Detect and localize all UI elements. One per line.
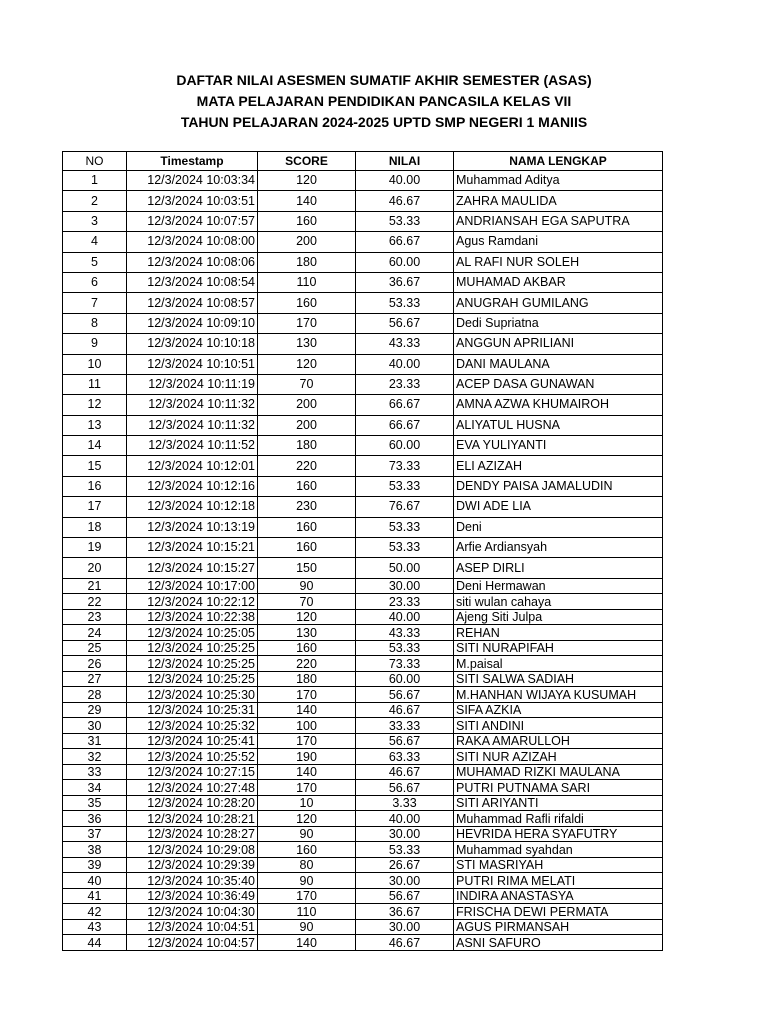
cell-no: 2 bbox=[63, 191, 127, 211]
table-row bbox=[63, 625, 663, 641]
cell-no: 14 bbox=[63, 436, 127, 456]
table-row bbox=[63, 171, 663, 191]
cell-score: 160 bbox=[258, 293, 356, 313]
cell-timestamp: 12/3/2024 10:09:10 bbox=[127, 313, 258, 333]
cell-nilai: 56.67 bbox=[356, 888, 454, 904]
cell-nama: INDIRA ANASTASYA bbox=[454, 888, 663, 904]
cell-no: 44 bbox=[63, 935, 127, 951]
column-header-timestamp: Timestamp bbox=[127, 152, 258, 171]
cell-nama: Muhammad Rafli rifaldi bbox=[454, 811, 663, 827]
cell-score: 150 bbox=[258, 558, 356, 578]
cell-nilai: 26.67 bbox=[356, 857, 454, 873]
cell-timestamp: 12/3/2024 10:10:18 bbox=[127, 334, 258, 354]
cell-nama: AMNA AZWA KHUMAIROH bbox=[454, 395, 663, 415]
cell-no: 35 bbox=[63, 795, 127, 811]
cell-no: 23 bbox=[63, 609, 127, 625]
table-row bbox=[63, 904, 663, 920]
cell-timestamp: 12/3/2024 10:27:15 bbox=[127, 764, 258, 780]
cell-no: 24 bbox=[63, 625, 127, 641]
cell-nilai: 66.67 bbox=[356, 415, 454, 435]
cell-timestamp: 12/3/2024 10:03:34 bbox=[127, 171, 258, 191]
cell-nilai: 56.67 bbox=[356, 733, 454, 749]
cell-nama: ASEP DIRLI bbox=[454, 558, 663, 578]
cell-nilai: 56.67 bbox=[356, 780, 454, 796]
cell-timestamp: 12/3/2024 10:36:49 bbox=[127, 888, 258, 904]
table-row bbox=[63, 334, 663, 354]
cell-timestamp: 12/3/2024 10:25:52 bbox=[127, 749, 258, 765]
cell-nilai: 43.33 bbox=[356, 625, 454, 641]
cell-nama: ELI AZIZAH bbox=[454, 456, 663, 476]
table-row bbox=[63, 476, 663, 496]
cell-timestamp: 12/3/2024 10:25:25 bbox=[127, 671, 258, 687]
table-row bbox=[63, 272, 663, 292]
cell-nilai: 53.33 bbox=[356, 538, 454, 558]
cell-nilai: 46.67 bbox=[356, 935, 454, 951]
cell-score: 120 bbox=[258, 354, 356, 374]
table-row bbox=[63, 594, 663, 610]
table-row bbox=[63, 749, 663, 765]
cell-score: 200 bbox=[258, 415, 356, 435]
cell-timestamp: 12/3/2024 10:29:08 bbox=[127, 842, 258, 858]
cell-nama: STI MASRIYAH bbox=[454, 857, 663, 873]
table-row bbox=[63, 888, 663, 904]
cell-nilai: 43.33 bbox=[356, 334, 454, 354]
cell-score: 180 bbox=[258, 436, 356, 456]
table-row bbox=[63, 517, 663, 537]
cell-no: 25 bbox=[63, 640, 127, 656]
cell-score: 120 bbox=[258, 171, 356, 191]
cell-no: 6 bbox=[63, 272, 127, 292]
table-row bbox=[63, 873, 663, 889]
table-row bbox=[63, 374, 663, 394]
cell-score: 170 bbox=[258, 780, 356, 796]
cell-timestamp: 12/3/2024 10:07:57 bbox=[127, 211, 258, 231]
cell-nama: Muhammad Aditya bbox=[454, 171, 663, 191]
table-row bbox=[63, 764, 663, 780]
table-row bbox=[63, 935, 663, 951]
cell-no: 3 bbox=[63, 211, 127, 231]
cell-nama: DANI MAULANA bbox=[454, 354, 663, 374]
cell-score: 90 bbox=[258, 919, 356, 935]
table-row bbox=[63, 857, 663, 873]
column-header-nama-lengkap: NAMA LENGKAP bbox=[454, 152, 663, 171]
column-header-nilai: NILAI bbox=[356, 152, 454, 171]
table-row bbox=[63, 578, 663, 594]
table-row bbox=[63, 456, 663, 476]
table-row bbox=[63, 842, 663, 858]
table-row bbox=[63, 395, 663, 415]
cell-no: 5 bbox=[63, 252, 127, 272]
cell-no: 32 bbox=[63, 749, 127, 765]
cell-nama: AGUS PIRMANSAH bbox=[454, 919, 663, 935]
cell-no: 1 bbox=[63, 171, 127, 191]
cell-timestamp: 12/3/2024 10:08:06 bbox=[127, 252, 258, 272]
cell-score: 90 bbox=[258, 873, 356, 889]
table-row bbox=[63, 718, 663, 734]
cell-score: 130 bbox=[258, 625, 356, 641]
cell-nilai: 66.67 bbox=[356, 395, 454, 415]
cell-no: 26 bbox=[63, 656, 127, 672]
cell-timestamp: 12/3/2024 10:25:32 bbox=[127, 718, 258, 734]
cell-score: 160 bbox=[258, 538, 356, 558]
column-header-no: NO bbox=[63, 152, 127, 171]
cell-nama: HEVRIDA HERA SYAFUTRY bbox=[454, 826, 663, 842]
cell-timestamp: 12/3/2024 10:28:20 bbox=[127, 795, 258, 811]
cell-score: 170 bbox=[258, 733, 356, 749]
cell-no: 21 bbox=[63, 578, 127, 594]
cell-nama: Ajeng Siti Julpa bbox=[454, 609, 663, 625]
cell-score: 120 bbox=[258, 811, 356, 827]
table-row bbox=[63, 702, 663, 718]
cell-no: 17 bbox=[63, 497, 127, 517]
cell-score: 90 bbox=[258, 826, 356, 842]
cell-timestamp: 12/3/2024 10:35:40 bbox=[127, 873, 258, 889]
cell-nama: Arfie Ardiansyah bbox=[454, 538, 663, 558]
cell-no: 11 bbox=[63, 374, 127, 394]
cell-nama: Deni Hermawan bbox=[454, 578, 663, 594]
cell-score: 200 bbox=[258, 232, 356, 252]
cell-timestamp: 12/3/2024 10:04:51 bbox=[127, 919, 258, 935]
cell-nilai: 36.67 bbox=[356, 904, 454, 920]
cell-nama: ZAHRA MAULIDA bbox=[454, 191, 663, 211]
cell-nilai: 73.33 bbox=[356, 456, 454, 476]
cell-nama: PUTRI PUTNAMA SARI bbox=[454, 780, 663, 796]
cell-no: 4 bbox=[63, 232, 127, 252]
cell-nama: SITI NURAPIFAH bbox=[454, 640, 663, 656]
cell-no: 37 bbox=[63, 826, 127, 842]
cell-score: 180 bbox=[258, 252, 356, 272]
cell-nama: M.paisal bbox=[454, 656, 663, 672]
cell-timestamp: 12/3/2024 10:04:57 bbox=[127, 935, 258, 951]
cell-timestamp: 12/3/2024 10:25:41 bbox=[127, 733, 258, 749]
cell-nilai: 53.33 bbox=[356, 211, 454, 231]
cell-score: 220 bbox=[258, 656, 356, 672]
cell-score: 10 bbox=[258, 795, 356, 811]
cell-nama: AL RAFI NUR SOLEH bbox=[454, 252, 663, 272]
cell-nilai: 30.00 bbox=[356, 873, 454, 889]
table-row bbox=[63, 252, 663, 272]
cell-no: 8 bbox=[63, 313, 127, 333]
table-header-row bbox=[63, 152, 663, 171]
cell-nilai: 30.00 bbox=[356, 578, 454, 594]
table-row bbox=[63, 733, 663, 749]
cell-score: 140 bbox=[258, 191, 356, 211]
cell-timestamp: 12/3/2024 10:11:52 bbox=[127, 436, 258, 456]
cell-score: 140 bbox=[258, 764, 356, 780]
cell-timestamp: 12/3/2024 10:15:21 bbox=[127, 538, 258, 558]
table-row bbox=[63, 656, 663, 672]
table-row bbox=[63, 538, 663, 558]
cell-timestamp: 12/3/2024 10:11:19 bbox=[127, 374, 258, 394]
cell-nilai: 23.33 bbox=[356, 374, 454, 394]
table-body bbox=[63, 171, 663, 951]
cell-nilai: 33.33 bbox=[356, 718, 454, 734]
table-row bbox=[63, 436, 663, 456]
cell-nilai: 50.00 bbox=[356, 558, 454, 578]
cell-timestamp: 12/3/2024 10:28:27 bbox=[127, 826, 258, 842]
cell-score: 220 bbox=[258, 456, 356, 476]
cell-no: 30 bbox=[63, 718, 127, 734]
cell-nilai: 63.33 bbox=[356, 749, 454, 765]
cell-nilai: 46.67 bbox=[356, 764, 454, 780]
cell-nilai: 60.00 bbox=[356, 252, 454, 272]
cell-timestamp: 12/3/2024 10:17:00 bbox=[127, 578, 258, 594]
cell-timestamp: 12/3/2024 10:25:31 bbox=[127, 702, 258, 718]
cell-score: 110 bbox=[258, 904, 356, 920]
cell-no: 16 bbox=[63, 476, 127, 496]
cell-score: 120 bbox=[258, 609, 356, 625]
cell-nama: PUTRI RIMA MELATI bbox=[454, 873, 663, 889]
cell-no: 41 bbox=[63, 888, 127, 904]
cell-timestamp: 12/3/2024 10:08:00 bbox=[127, 232, 258, 252]
cell-no: 28 bbox=[63, 687, 127, 703]
cell-nama: DENDY PAISA JAMALUDIN bbox=[454, 476, 663, 496]
table-row bbox=[63, 780, 663, 796]
cell-score: 100 bbox=[258, 718, 356, 734]
cell-score: 140 bbox=[258, 702, 356, 718]
cell-no: 42 bbox=[63, 904, 127, 920]
cell-timestamp: 12/3/2024 10:29:39 bbox=[127, 857, 258, 873]
cell-score: 160 bbox=[258, 517, 356, 537]
cell-no: 29 bbox=[63, 702, 127, 718]
cell-timestamp: 12/3/2024 10:13:19 bbox=[127, 517, 258, 537]
cell-score: 170 bbox=[258, 687, 356, 703]
cell-nama: SITI NUR AZIZAH bbox=[454, 749, 663, 765]
cell-nama: MUHAMAD AKBAR bbox=[454, 272, 663, 292]
cell-nama: SITI ANDINI bbox=[454, 718, 663, 734]
cell-nama: ANUGRAH GUMILANG bbox=[454, 293, 663, 313]
cell-nama: SITI SALWA SADIAH bbox=[454, 671, 663, 687]
cell-nama: Agus Ramdani bbox=[454, 232, 663, 252]
cell-timestamp: 12/3/2024 10:15:27 bbox=[127, 558, 258, 578]
table-row bbox=[63, 795, 663, 811]
cell-timestamp: 12/3/2024 10:12:01 bbox=[127, 456, 258, 476]
cell-score: 170 bbox=[258, 888, 356, 904]
cell-nama: ANGGUN APRILIANI bbox=[454, 334, 663, 354]
cell-timestamp: 12/3/2024 10:08:57 bbox=[127, 293, 258, 313]
cell-nilai: 56.67 bbox=[356, 687, 454, 703]
cell-nama: EVA YULIYANTI bbox=[454, 436, 663, 456]
cell-nilai: 53.33 bbox=[356, 842, 454, 858]
cell-nama: ACEP DASA GUNAWAN bbox=[454, 374, 663, 394]
cell-timestamp: 12/3/2024 10:25:25 bbox=[127, 640, 258, 656]
cell-no: 27 bbox=[63, 671, 127, 687]
cell-score: 200 bbox=[258, 395, 356, 415]
cell-score: 160 bbox=[258, 640, 356, 656]
cell-timestamp: 12/3/2024 10:12:16 bbox=[127, 476, 258, 496]
cell-score: 140 bbox=[258, 935, 356, 951]
cell-score: 160 bbox=[258, 211, 356, 231]
cell-nilai: 40.00 bbox=[356, 354, 454, 374]
cell-nama: siti wulan cahaya bbox=[454, 594, 663, 610]
cell-nilai: 30.00 bbox=[356, 826, 454, 842]
cell-score: 230 bbox=[258, 497, 356, 517]
cell-nama: RAKA AMARULLOH bbox=[454, 733, 663, 749]
cell-nama: Dedi Supriatna bbox=[454, 313, 663, 333]
cell-timestamp: 12/3/2024 10:11:32 bbox=[127, 415, 258, 435]
table-row bbox=[63, 191, 663, 211]
cell-nilai: 53.33 bbox=[356, 640, 454, 656]
cell-nama: SIFA AZKIA bbox=[454, 702, 663, 718]
table-row bbox=[63, 826, 663, 842]
cell-nama: ASNI SAFURO bbox=[454, 935, 663, 951]
cell-timestamp: 12/3/2024 10:22:12 bbox=[127, 594, 258, 610]
table-row bbox=[63, 558, 663, 578]
cell-nilai: 23.33 bbox=[356, 594, 454, 610]
cell-nilai: 56.67 bbox=[356, 313, 454, 333]
cell-nilai: 46.67 bbox=[356, 702, 454, 718]
cell-no: 19 bbox=[63, 538, 127, 558]
cell-score: 110 bbox=[258, 272, 356, 292]
cell-nama: ANDRIANSAH EGA SAPUTRA bbox=[454, 211, 663, 231]
cell-no: 7 bbox=[63, 293, 127, 313]
table-row bbox=[63, 640, 663, 656]
cell-nilai: 40.00 bbox=[356, 609, 454, 625]
table-row bbox=[63, 232, 663, 252]
cell-nama: Muhammad syahdan bbox=[454, 842, 663, 858]
cell-score: 70 bbox=[258, 594, 356, 610]
cell-nama: FRISCHA DEWI PERMATA bbox=[454, 904, 663, 920]
cell-no: 18 bbox=[63, 517, 127, 537]
table-row bbox=[63, 354, 663, 374]
cell-no: 36 bbox=[63, 811, 127, 827]
cell-timestamp: 12/3/2024 10:28:21 bbox=[127, 811, 258, 827]
table-row bbox=[63, 211, 663, 231]
cell-timestamp: 12/3/2024 10:25:05 bbox=[127, 625, 258, 641]
cell-nilai: 60.00 bbox=[356, 436, 454, 456]
cell-no: 43 bbox=[63, 919, 127, 935]
cell-nilai: 53.33 bbox=[356, 476, 454, 496]
cell-nama: MUHAMAD RIZKI MAULANA bbox=[454, 764, 663, 780]
cell-no: 34 bbox=[63, 780, 127, 796]
cell-no: 12 bbox=[63, 395, 127, 415]
column-header-score: SCORE bbox=[258, 152, 356, 171]
cell-nilai: 53.33 bbox=[356, 293, 454, 313]
cell-score: 160 bbox=[258, 842, 356, 858]
table-row bbox=[63, 293, 663, 313]
cell-nama: REHAN bbox=[454, 625, 663, 641]
cell-score: 160 bbox=[258, 476, 356, 496]
table-row bbox=[63, 919, 663, 935]
cell-timestamp: 12/3/2024 10:27:48 bbox=[127, 780, 258, 796]
cell-timestamp: 12/3/2024 10:04:30 bbox=[127, 904, 258, 920]
cell-no: 9 bbox=[63, 334, 127, 354]
cell-score: 80 bbox=[258, 857, 356, 873]
table-row bbox=[63, 497, 663, 517]
cell-nilai: 36.67 bbox=[356, 272, 454, 292]
cell-nilai: 76.67 bbox=[356, 497, 454, 517]
cell-timestamp: 12/3/2024 10:10:51 bbox=[127, 354, 258, 374]
cell-timestamp: 12/3/2024 10:25:25 bbox=[127, 656, 258, 672]
cell-nilai: 46.67 bbox=[356, 191, 454, 211]
cell-score: 130 bbox=[258, 334, 356, 354]
cell-nilai: 40.00 bbox=[356, 171, 454, 191]
cell-no: 22 bbox=[63, 594, 127, 610]
cell-nama: M.HANHAN WIJAYA KUSUMAH bbox=[454, 687, 663, 703]
cell-score: 90 bbox=[258, 578, 356, 594]
cell-score: 190 bbox=[258, 749, 356, 765]
cell-nilai: 53.33 bbox=[356, 517, 454, 537]
cell-nilai: 3.33 bbox=[356, 795, 454, 811]
cell-no: 20 bbox=[63, 558, 127, 578]
cell-nilai: 40.00 bbox=[356, 811, 454, 827]
cell-no: 39 bbox=[63, 857, 127, 873]
cell-nilai: 30.00 bbox=[356, 919, 454, 935]
cell-score: 180 bbox=[258, 671, 356, 687]
document-title-line-2: MATA PELAJARAN PENDIDIKAN PANCASILA KELAS VII bbox=[196, 93, 572, 109]
document-title-line-1: DAFTAR NILAI ASESMEN SUMATIF AKHIR SEMESTER (ASAS) bbox=[176, 72, 592, 88]
cell-no: 31 bbox=[63, 733, 127, 749]
cell-nilai: 60.00 bbox=[356, 671, 454, 687]
cell-timestamp: 12/3/2024 10:03:51 bbox=[127, 191, 258, 211]
table-row bbox=[63, 415, 663, 435]
table-row bbox=[63, 811, 663, 827]
cell-timestamp: 12/3/2024 10:22:38 bbox=[127, 609, 258, 625]
grades-table bbox=[62, 151, 663, 951]
cell-score: 70 bbox=[258, 374, 356, 394]
cell-nama: ALIYATUL HUSNA bbox=[454, 415, 663, 435]
cell-timestamp: 12/3/2024 10:12:18 bbox=[127, 497, 258, 517]
cell-no: 10 bbox=[63, 354, 127, 374]
table-row bbox=[63, 687, 663, 703]
cell-nilai: 66.67 bbox=[356, 232, 454, 252]
document-title-line-3: TAHUN PELAJARAN 2024-2025 UPTD SMP NEGERI 1 MANIIS bbox=[180, 114, 588, 130]
cell-no: 13 bbox=[63, 415, 127, 435]
cell-no: 15 bbox=[63, 456, 127, 476]
cell-timestamp: 12/3/2024 10:11:32 bbox=[127, 395, 258, 415]
table-row bbox=[63, 609, 663, 625]
cell-no: 38 bbox=[63, 842, 127, 858]
cell-nilai: 73.33 bbox=[356, 656, 454, 672]
cell-score: 170 bbox=[258, 313, 356, 333]
cell-no: 33 bbox=[63, 764, 127, 780]
cell-nama: Deni bbox=[454, 517, 663, 537]
table-row bbox=[63, 671, 663, 687]
table-row bbox=[63, 313, 663, 333]
cell-nama: DWI ADE LIA bbox=[454, 497, 663, 517]
cell-no: 40 bbox=[63, 873, 127, 889]
cell-timestamp: 12/3/2024 10:25:30 bbox=[127, 687, 258, 703]
cell-nama: SITI ARIYANTI bbox=[454, 795, 663, 811]
cell-timestamp: 12/3/2024 10:08:54 bbox=[127, 272, 258, 292]
